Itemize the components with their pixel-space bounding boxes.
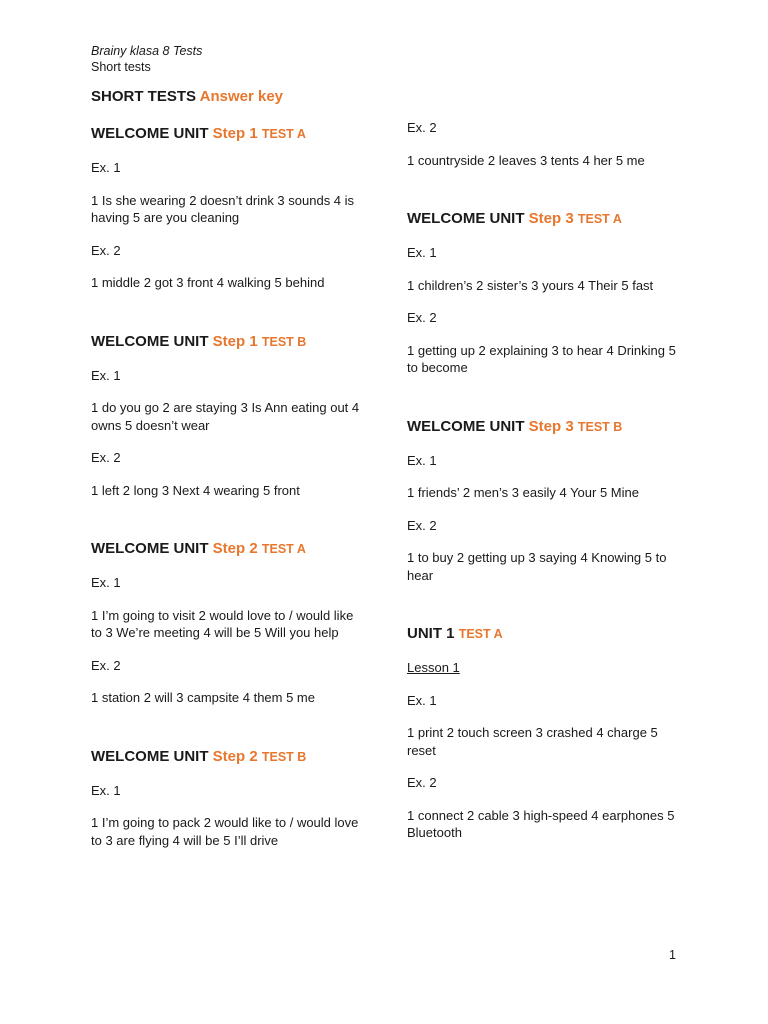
section-continued (407, 119, 682, 169)
exercise-answers: 1 to buy 2 getting up 3 saying 4 Knowing 5 to hear (407, 550, 667, 583)
section-title (91, 332, 366, 352)
page-title-main: SHORT TESTS (91, 88, 197, 105)
exercise-label: Ex. 2 (407, 775, 437, 790)
exercise-answers: 1 station 2 will 3 campsite 4 them 5 me (91, 690, 315, 705)
test-label: TEST A (261, 542, 306, 556)
exercise-answers: 1 I’m going to pack 2 would like to / would love to 3 are flying 4 will be 5 I’ll drive (91, 815, 359, 848)
section-title (91, 747, 366, 767)
step-label: Step 1 (212, 332, 258, 350)
exercise-answers: 1 Is she wearing 2 doesn’t drink 3 sounds 4 is having 5 are you cleaning (91, 192, 355, 225)
unit-label: WELCOME UNIT (91, 125, 209, 142)
section-title (91, 124, 366, 144)
exercise-label: Ex. 2 (91, 450, 121, 465)
exercise-answers: 1 children’s 2 sister’s 3 yours 4 Their 5 fast (407, 277, 654, 293)
exercise-label: Ex. 2 (91, 242, 121, 258)
page-title-accent: Answer key (199, 88, 284, 105)
exercise-answers: 1 connect 2 cable 3 high-speed 4 earphones 5 Bluetooth (407, 807, 675, 840)
header-subtitle: Short tests (91, 60, 151, 74)
section-title (407, 417, 682, 437)
exercise-label: Ex. 1 (91, 160, 121, 175)
lesson-heading: Lesson 1 (407, 660, 460, 675)
header-book-title: Brainy klasa 8 Tests (91, 44, 203, 58)
section-title (407, 624, 682, 644)
exercise-label: Ex. 2 (407, 517, 437, 533)
exercise-label: Ex. 1 (407, 692, 437, 708)
test-label: TEST B (261, 334, 307, 349)
exercise-answers: 1 print 2 touch screen 3 crashed 4 charge 5 reset (407, 725, 658, 758)
page-number: 1 (669, 948, 676, 962)
exercise-answers: 1 middle 2 got 3 front 4 walking 5 behind (91, 275, 325, 290)
document-header (91, 43, 202, 75)
exercise-label: Ex. 2 (407, 120, 437, 135)
step-label: Step 3 (528, 417, 574, 435)
section-welcome-step3-test-b (407, 417, 682, 585)
section-welcome-step1-test-a (91, 124, 366, 292)
section-title (407, 209, 682, 229)
exercise-label: Ex. 1 (91, 782, 121, 798)
unit-label: WELCOME UNIT (91, 540, 209, 557)
exercise-label: Ex. 1 (91, 575, 121, 590)
section-welcome-step3-test-a (407, 209, 682, 377)
test-label: TEST A (577, 212, 622, 226)
unit-label: WELCOME UNIT (91, 332, 209, 350)
section-welcome-step2-test-b (91, 747, 366, 850)
unit-label: WELCOME UNIT (407, 417, 525, 435)
test-label: TEST A (261, 127, 306, 141)
test-label: TEST B (261, 749, 307, 764)
step-label: Step 2 (212, 540, 258, 557)
exercise-answers: 1 I’m going to visit 2 would love to / would like to 3 We’re meeting 4 will be 5 Will you help (91, 607, 354, 640)
exercise-label: Ex. 1 (407, 452, 437, 468)
step-label: Step 2 (212, 747, 258, 765)
unit-label: WELCOME UNIT (91, 747, 209, 765)
step-label: Step 3 (528, 210, 574, 227)
section-welcome-step1-test-b (91, 332, 366, 500)
exercise-label: Ex. 1 (91, 367, 121, 383)
right-column (407, 119, 682, 842)
section-unit1-test-a (407, 624, 682, 842)
exercise-answers: 1 do you go 2 are staying 3 Is Ann eating out 4 owns 5 doesn’t wear (91, 400, 360, 433)
unit-label: WELCOME UNIT (407, 210, 525, 227)
unit-label: UNIT 1 (407, 625, 455, 642)
section-title (91, 539, 366, 559)
left-column (91, 124, 366, 849)
test-label: TEST B (577, 419, 623, 434)
exercise-answers: 1 left 2 long 3 Next 4 wearing 5 front (91, 482, 300, 498)
exercise-label: Ex. 1 (407, 245, 437, 260)
exercise-answers: 1 countryside 2 leaves 3 tents 4 her 5 me (407, 152, 645, 168)
exercise-answers: 1 getting up 2 explaining 3 to hear 4 Drinking 5 to become (407, 342, 676, 375)
exercise-label: Ex. 2 (91, 657, 121, 673)
step-label: Step 1 (212, 125, 258, 142)
test-label: TEST A (458, 627, 503, 641)
exercise-label: Ex. 2 (407, 310, 437, 325)
section-welcome-step2-test-a (91, 539, 366, 707)
page-title (91, 88, 283, 105)
exercise-answers: 1 friends’ 2 men’s 3 easily 4 Your 5 Mine (407, 485, 639, 500)
